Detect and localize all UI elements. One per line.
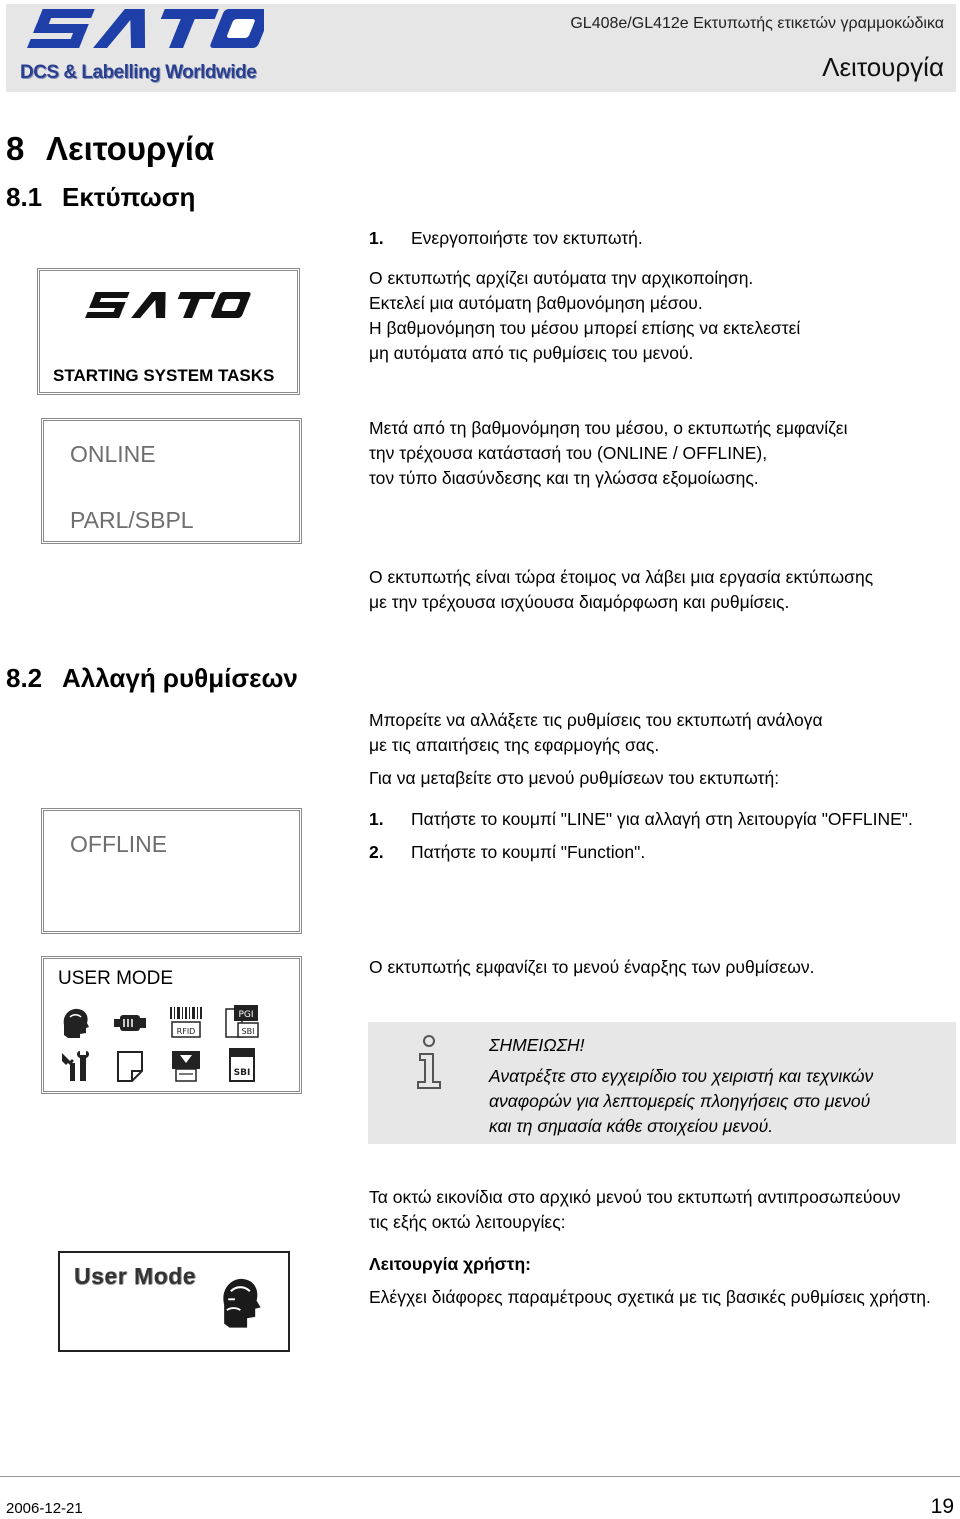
text-line: τον τύπο διασύνδεσης και τη γλώσσα εξομοίωσης. bbox=[369, 468, 759, 488]
interface-icon bbox=[112, 1009, 148, 1037]
lcd-interface-text: PARL/SBPL bbox=[70, 507, 194, 533]
lcd-status-text: OFFLINE bbox=[70, 831, 168, 857]
paragraph-eight-icons bbox=[369, 1185, 901, 1235]
step-1 bbox=[369, 226, 643, 251]
section-header: Λειτουργία bbox=[822, 52, 944, 82]
text-line: μη αυτόματα από τις ρυθμίσεις του μενού. bbox=[369, 343, 694, 363]
footer-date: 2006-12-21 bbox=[6, 1500, 83, 1517]
chapter-title-text: Λειτουργία bbox=[46, 130, 215, 167]
section-title-8-1 bbox=[6, 182, 195, 213]
svg-text:SBI: SBI bbox=[241, 1027, 255, 1036]
barcode-rfid-icon bbox=[168, 1005, 204, 1039]
sbi-icon bbox=[226, 1047, 258, 1083]
step-2 bbox=[369, 840, 645, 865]
svg-text:RFID: RFID bbox=[176, 1027, 196, 1036]
user-mode-icon bbox=[216, 1275, 262, 1329]
footer-divider bbox=[0, 1476, 960, 1477]
lcd-startup-display bbox=[37, 268, 300, 395]
document-title: GL408e/GL412e Εκτυπωτής ετικετών γραμμοκώδικα bbox=[570, 15, 944, 32]
text-line: Ο εκτυπωτής αρχίζει αυτόματα την αρχικοποίηση. bbox=[369, 268, 754, 288]
text-line: με την τρέχουσα ισχύουσα διαμόρφωση και ρυθμίσεις. bbox=[369, 592, 790, 612]
user-mode-heading: Λειτουργία χρήστη: bbox=[369, 1254, 531, 1274]
note-title: ΣΗΜΕΙΩΣΗ! bbox=[489, 1035, 585, 1055]
lcd-offline-display bbox=[41, 808, 302, 934]
section-number: 8.1 bbox=[6, 182, 43, 212]
step-number: 1. bbox=[369, 809, 384, 829]
text-line: Τα οκτώ εικονίδια στο αρχικό μενού του εκτυπωτή αντιπροσωπεύουν bbox=[369, 1187, 901, 1207]
text-line: Μετά από τη βαθμονόμηση του μέσου, ο εκτυπωτής εμφανίζει bbox=[369, 418, 848, 438]
lcd-status-text: ONLINE bbox=[70, 441, 156, 467]
chapter-title bbox=[6, 130, 214, 168]
tools-icon bbox=[58, 1049, 92, 1083]
text-line: αναφορών για λεπτομερείς πλοηγήσεις στο μενού bbox=[489, 1091, 871, 1111]
section-title-text: Αλλαγή ρυθμίσεων bbox=[62, 663, 298, 693]
info-icon bbox=[412, 1034, 446, 1090]
protocol-icon bbox=[224, 1003, 260, 1039]
lcd-zoom-title: User Mode bbox=[74, 1263, 197, 1289]
step-number: 1. bbox=[369, 228, 384, 248]
text-line: την τρέχουσα κατάστασή του (ONLINE / OFFLINE), bbox=[369, 443, 768, 463]
paragraph-menu-shown: Ο εκτυπωτής εμφανίζει το μενού έναρξης των ρυθμίσεων. bbox=[369, 957, 815, 977]
print-icon bbox=[168, 1047, 204, 1083]
text-line: με τις απαιτήσεις της εφαρμογής σας. bbox=[369, 735, 660, 755]
step-text: Ενεργοποιήστε τον εκτυπωτή. bbox=[411, 228, 643, 248]
step-text: Πατήστε το κουμπί "LINE" για αλλαγή στη λειτουργία "OFFLINE". bbox=[411, 809, 913, 829]
text-line: τις εξής οκτώ λειτουργίες: bbox=[369, 1212, 566, 1232]
lcd-online-display bbox=[41, 418, 302, 544]
page-icon bbox=[114, 1049, 146, 1083]
user-mode-description: Ελέγχει διάφορες παραμέτρους σχετικά με τις βασικές ρυθμίσεις χρήστη. bbox=[369, 1287, 931, 1307]
text-line: και τη σημασία κάθε στοιχείου μενού. bbox=[489, 1116, 774, 1136]
text-line: Η βαθμονόμηση του μέσου μπορεί επίσης να εκτελεστεί bbox=[369, 318, 801, 338]
lcd-menu-title: USER MODE bbox=[58, 968, 174, 989]
paragraph-ready bbox=[369, 565, 873, 615]
lcd-user-mode-zoom bbox=[58, 1251, 290, 1352]
sbi-label: SBI bbox=[233, 1068, 251, 1078]
company-tagline: DCS & Labelling Worldwide bbox=[20, 62, 257, 83]
lcd-user-mode-display bbox=[41, 956, 302, 1094]
section-title-text: Εκτύπωση bbox=[62, 182, 196, 212]
section-title-8-2 bbox=[6, 663, 298, 694]
sato-logo bbox=[18, 6, 264, 52]
step-number: 2. bbox=[369, 842, 384, 862]
step-text: Πατήστε το κουμπί "Function". bbox=[411, 842, 646, 862]
paragraph-initialization bbox=[369, 266, 800, 366]
paragraph-change-settings bbox=[369, 708, 823, 758]
lcd-startup-text: STARTING SYSTEM TASKS bbox=[53, 366, 275, 385]
user-mode-icon bbox=[58, 1005, 92, 1039]
sato-logo bbox=[84, 291, 256, 319]
protocol-label: PGI bbox=[238, 1010, 254, 1020]
text-line: Μπορείτε να αλλάξετε τις ρυθμίσεις του εκτυπωτή ανάλογα bbox=[369, 710, 823, 730]
text-line: Ανατρέξτε στο εγχειρίδιο του χειριστή και τεχνικών bbox=[489, 1066, 874, 1086]
text-line: Ο εκτυπωτής είναι τώρα έτοιμος να λάβει μια εργασία εκτύπωσης bbox=[369, 567, 874, 587]
step-1 bbox=[369, 807, 913, 832]
note-text bbox=[489, 1064, 873, 1139]
paragraph-menu-intro: Για να μεταβείτε στο μενού ρυθμίσεων του εκτυπωτή: bbox=[369, 768, 780, 788]
section-number: 8.2 bbox=[6, 663, 43, 693]
chapter-number: 8 bbox=[6, 130, 25, 167]
page-number: 19 bbox=[930, 1495, 954, 1518]
paragraph-status bbox=[369, 416, 848, 491]
text-line: Εκτελεί μια αυτόματη βαθμονόμηση μέσου. bbox=[369, 293, 703, 313]
